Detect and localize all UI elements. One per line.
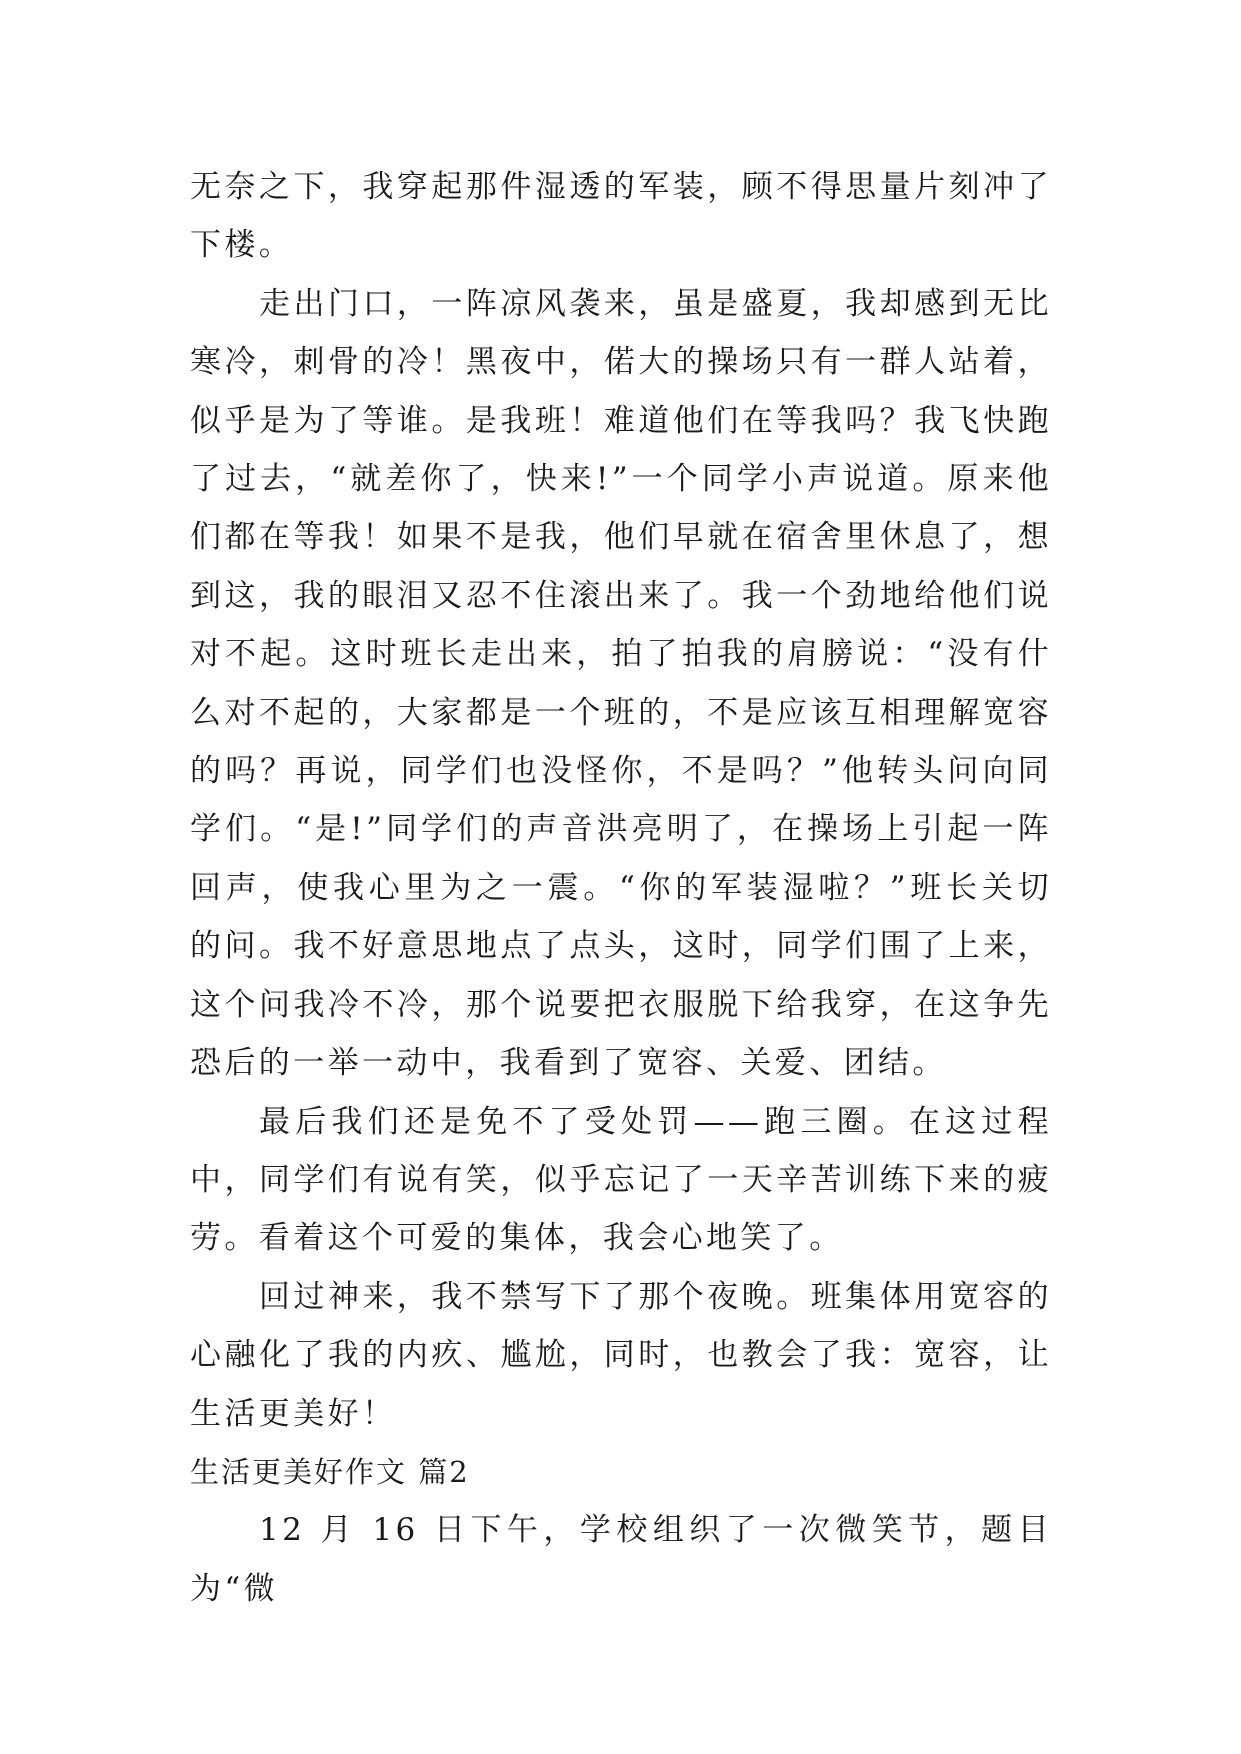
paragraph-punishment: 最后我们还是免不了受处罚——跑三圈。在这过程中，同学们有说有笑，似乎忘记了一天辛苦训练下来的疲劳。看着这个可爱的集体，我会心地笑了。 (190, 1103, 1052, 1257)
paragraph-continuation: 无奈之下，我穿起那件湿透的军装，顾不得思量片刻冲了下楼。 (190, 169, 1052, 264)
paragraph-gate-scene: 走出门口，一阵凉风袭来，虽是盛夏，我却感到无比寒冷，刺骨的冷！黑夜中，偌大的操场只有一群人站着，似乎是为了等谁。是我班！难道他们在等我吗？我飞快跑了过去，“就差你了，快来!”一个同学小声说道。原来他们都在等我！如果不是我，他们早就在宿舍里休息了，想到这，我的眼泪又忍不住滚出来了。我一个劲地给他们说对不起。这时班长走出来，拍了拍我的肩膀说：“没有什么对不起的，大家都是一个班的，不是应该互相理解宽容的吗？再说，同学们也没怪你，不是吗？”他转头问向同学们。“是!”同学们的声音洪亮明了，在操场上引起一阵回声，使我心里为之一震。“你的军装湿啦？”班长关切的问。我不好意思地点了点头，这时，同学们围了上来，这个问我冷不冷，那个说要把衣服脱下给我穿，在这争先恐后的一举一动中，我看到了宽容、关爱、团结。 (190, 285, 1052, 1082)
paragraph-section-2-start: 12 月 16 日下午，学校组织了一次微笑节，题目为“微 (190, 1512, 1052, 1607)
section-heading: 生活更美好作文 篇2 (190, 1454, 470, 1489)
document-body (190, 158, 1052, 1618)
paragraph-conclusion: 回过神来，我不禁写下了那个夜晚。班集体用宽容的心融化了我的内疚、尴尬，同时，也教会了我：宽容，让生活更美好！ (190, 1278, 1052, 1432)
